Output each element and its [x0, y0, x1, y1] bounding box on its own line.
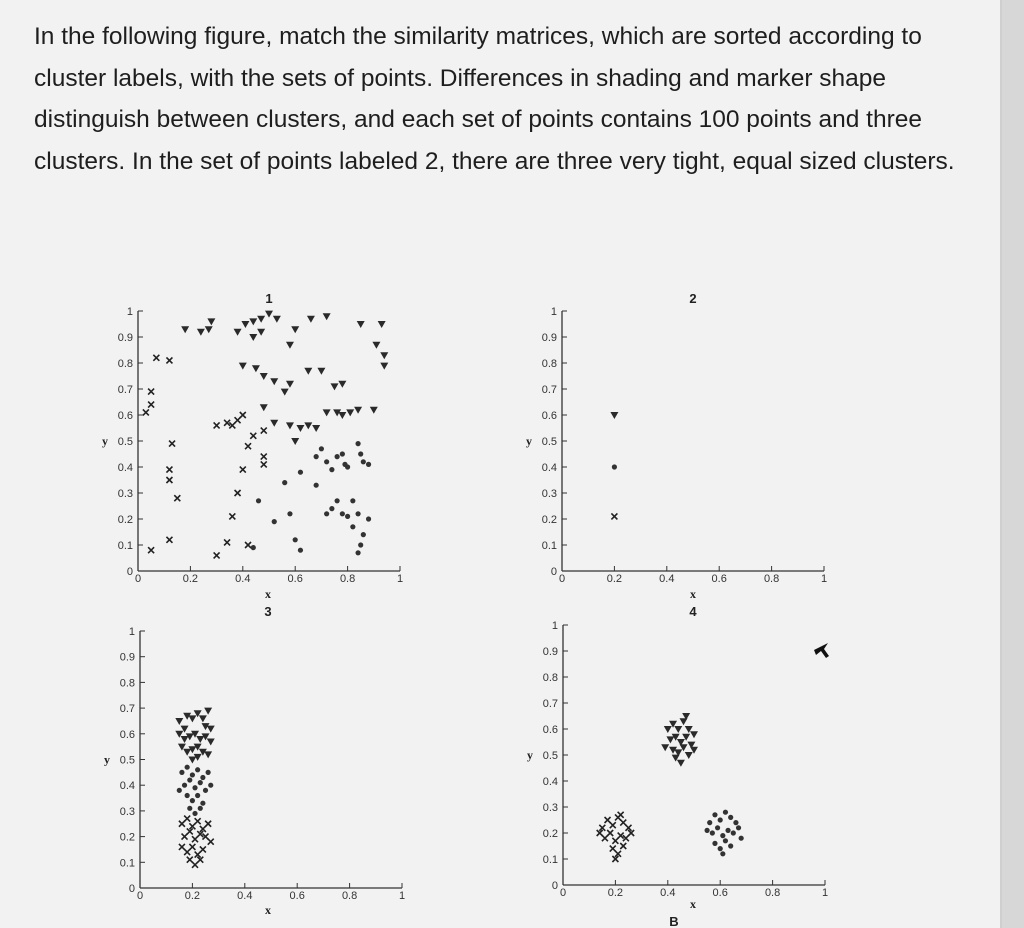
y-tick-label: 0.8 [541, 358, 557, 370]
y-tick-label: 1 [551, 620, 558, 632]
x-tick-label: 0 [136, 890, 144, 902]
bottom-right-axis-letter: x [690, 897, 696, 911]
x-tick-label: 0.4 [235, 573, 251, 585]
x-tick-label: 1 [821, 887, 829, 899]
y-tick-label: 1 [550, 306, 557, 318]
x-tick-label: 1 [396, 573, 404, 585]
x-tick-label: 0.2 [607, 887, 624, 899]
y-tick-label: 0.7 [542, 698, 558, 710]
y-tick-label: 0.6 [117, 410, 133, 422]
y-tick-label: 0.1 [541, 540, 557, 552]
plot3-axis-letter: x [265, 587, 271, 601]
x-tick-label: 0 [134, 573, 142, 585]
y-tick-label: 0.9 [541, 332, 557, 344]
x-tick-label: 0.4 [660, 887, 676, 899]
y-tick-label: 0.8 [542, 672, 558, 684]
x-tick-label: 0.2 [182, 573, 199, 585]
mouse-cursor-icon [812, 640, 832, 662]
page-edge [1002, 0, 1024, 928]
plot3-label: 3 [264, 604, 272, 619]
y-tick-label: 1 [126, 306, 133, 318]
x-tick-label: 0.6 [712, 887, 728, 899]
x-tick-label: 0.8 [763, 573, 780, 585]
y-tick-label: 0.7 [541, 384, 557, 396]
y-tick-label: 0.7 [119, 703, 135, 716]
y-tick-label: 0.9 [117, 332, 133, 344]
x-tick-label: 0 [558, 573, 566, 585]
y-tick-label: 0.1 [117, 540, 133, 552]
y-tick-label: 0.1 [119, 857, 135, 870]
y-tick-label: 0.6 [541, 410, 557, 422]
x-tick-label: 0.4 [237, 890, 253, 902]
y-tick-label: 0.4 [542, 776, 558, 788]
x-tick-label: 0 [559, 887, 567, 899]
bottom-left-axis-letter: x [265, 903, 271, 917]
y-tick-label: 0.4 [541, 462, 557, 474]
y-tick-label: 1 [128, 626, 135, 638]
plot4-label: 4 [689, 604, 697, 619]
y-tick-label: 0 [550, 566, 557, 578]
y-tick-label: 0.3 [541, 488, 557, 500]
y-axis-label: y [526, 434, 532, 448]
x-tick-label: 0.8 [764, 887, 781, 899]
bottom-right-label: B [669, 914, 679, 928]
plot4-axis-letter: x [690, 587, 696, 601]
y-tick-label: 0.6 [542, 724, 558, 736]
y-tick-label: 0.6 [119, 728, 135, 741]
x-tick-label: 0.6 [289, 890, 305, 902]
y-axis-label: y [104, 752, 110, 767]
y-tick-label: 0.5 [542, 750, 558, 762]
x-tick-label: 0.6 [711, 573, 727, 585]
y-tick-label: 0.2 [541, 514, 557, 526]
plot-label: 1 [265, 291, 273, 306]
y-tick-label: 0.2 [119, 831, 135, 844]
y-axis-label: y [102, 434, 108, 448]
y-tick-label: 0.8 [119, 677, 135, 690]
x-tick-label: 0.8 [339, 573, 356, 585]
y-tick-label: 0.9 [542, 646, 558, 658]
y-tick-label: 0.3 [542, 802, 558, 814]
x-tick-label: 0.2 [184, 890, 201, 902]
y-axis-label: y [527, 748, 533, 762]
y-tick-label: 0.2 [542, 828, 558, 840]
y-tick-label: 0.5 [541, 436, 557, 448]
y-tick-label: 0.4 [119, 780, 135, 793]
y-tick-label: 0.7 [117, 384, 133, 396]
x-tick-label: 0.6 [287, 573, 303, 585]
x-tick-label: 1 [820, 573, 828, 585]
y-tick-label: 0.3 [119, 805, 135, 818]
y-tick-label: 0.5 [119, 754, 135, 767]
y-tick-label: 0.9 [119, 651, 135, 664]
y-tick-label: 0 [126, 566, 133, 578]
y-tick-label: 0 [551, 880, 558, 892]
x-tick-label: 0.2 [606, 573, 623, 585]
x-tick-label: 0.8 [341, 890, 358, 902]
y-tick-label: 0.1 [542, 854, 558, 866]
y-tick-label: 0.2 [117, 514, 133, 526]
plot-label: 2 [689, 291, 697, 306]
y-tick-label: 0.8 [117, 358, 133, 370]
question-text: In the following figure, match the similarity matrices, which are sorted according to cluster labels, with the sets of points. Differences in shading and marker shape distinguish between clusters, and each set of points contains 100 points and three clusters. In the set of points labeled 2, there are three very tight, equal sized clusters. [34, 23, 955, 175]
y-tick-label: 0 [128, 883, 135, 895]
y-tick-label: 0.3 [117, 488, 133, 500]
x-tick-label: 1 [398, 890, 406, 902]
x-tick-label: 0.4 [659, 573, 675, 585]
y-tick-label: 0.5 [117, 436, 133, 448]
y-tick-label: 0.4 [117, 462, 133, 474]
